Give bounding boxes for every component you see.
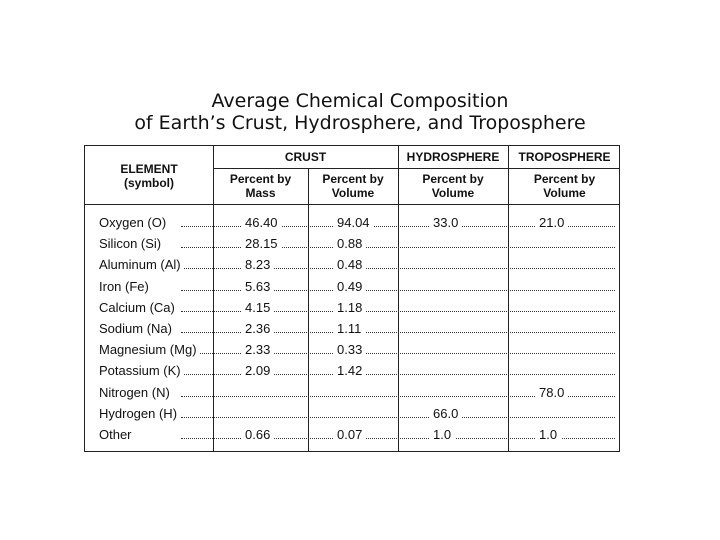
hydrosphere-header: HYDROSPHERE (406, 150, 500, 164)
troposphere-value: 21.0 (535, 212, 568, 233)
crust-mass-subheader: Percent by Mass (229, 172, 292, 200)
crust-volume-value: 94.04 (333, 212, 374, 233)
header-divider (213, 168, 619, 169)
table-row (85, 254, 619, 275)
element-label: Oxygen (O) (99, 212, 169, 233)
leader-dots (181, 417, 615, 418)
crust-volume-subheader: Percent by Volume (322, 172, 384, 200)
table-row (85, 233, 619, 254)
table-row (85, 403, 619, 424)
hydrosphere-value: 66.0 (429, 403, 462, 424)
element-label: Calcium (Ca) (99, 297, 178, 318)
table-row (85, 212, 619, 233)
crust-volume-value: 1.11 (333, 318, 365, 339)
crust-mass-value: 4.15 (241, 297, 274, 318)
element-label: Hydrogen (H) (99, 403, 180, 424)
crust-mass-value: 0.66 (241, 424, 274, 445)
element-label: Sodium (Na) (99, 318, 175, 339)
element-label: Magnesium (Mg) (99, 339, 200, 360)
crust-mass-value: 2.09 (241, 360, 274, 381)
crust-mass-value: 2.33 (241, 339, 274, 360)
title-line-2: of Earth’s Crust, Hydrosphere, and Troposphere (134, 112, 586, 134)
crust-volume-value: 0.07 (333, 424, 366, 445)
table-row (85, 276, 619, 297)
element-label: Aluminum (Al) (99, 254, 184, 275)
table-row (85, 424, 619, 445)
crust-volume-value: 0.49 (333, 276, 366, 297)
crust-header: CRUST (284, 150, 327, 164)
hydrosphere-value: 33.0 (429, 212, 462, 233)
composition-table (84, 145, 620, 452)
table-row (85, 382, 619, 403)
crust-volume-value: 0.88 (333, 233, 366, 254)
troposphere-value: 1.0 (535, 424, 561, 445)
table-row (85, 339, 619, 360)
element-header: ELEMENT (symbol) (120, 162, 178, 190)
element-label: Potassium (K) (99, 360, 184, 381)
hydrosphere-volume-subheader: Percent by Volume (422, 172, 484, 200)
title-line-1: Average Chemical Composition (211, 90, 509, 112)
crust-mass-value: 2.36 (241, 318, 274, 339)
element-label: Silicon (Si) (99, 233, 164, 254)
header-bottom-rule (85, 204, 619, 205)
crust-volume-value: 0.48 (333, 254, 366, 275)
element-label: Iron (Fe) (99, 276, 152, 297)
troposphere-volume-subheader: Percent by Volume (533, 172, 596, 200)
troposphere-header: TROPOSPHERE (518, 150, 611, 164)
table-row (85, 318, 619, 339)
table-row (85, 297, 619, 318)
element-label: Other (99, 424, 135, 445)
crust-volume-value: 1.18 (333, 297, 366, 318)
crust-mass-value: 46.40 (241, 212, 282, 233)
crust-volume-value: 0.33 (333, 339, 366, 360)
hydrosphere-value: 1.0 (429, 424, 455, 445)
crust-volume-value: 1.42 (333, 360, 366, 381)
crust-mass-value: 5.63 (241, 276, 274, 297)
crust-mass-value: 8.23 (241, 254, 274, 275)
crust-mass-value: 28.15 (241, 233, 282, 254)
troposphere-value: 78.0 (535, 382, 568, 403)
element-label: Nitrogen (N) (99, 382, 173, 403)
table-row (85, 360, 619, 381)
